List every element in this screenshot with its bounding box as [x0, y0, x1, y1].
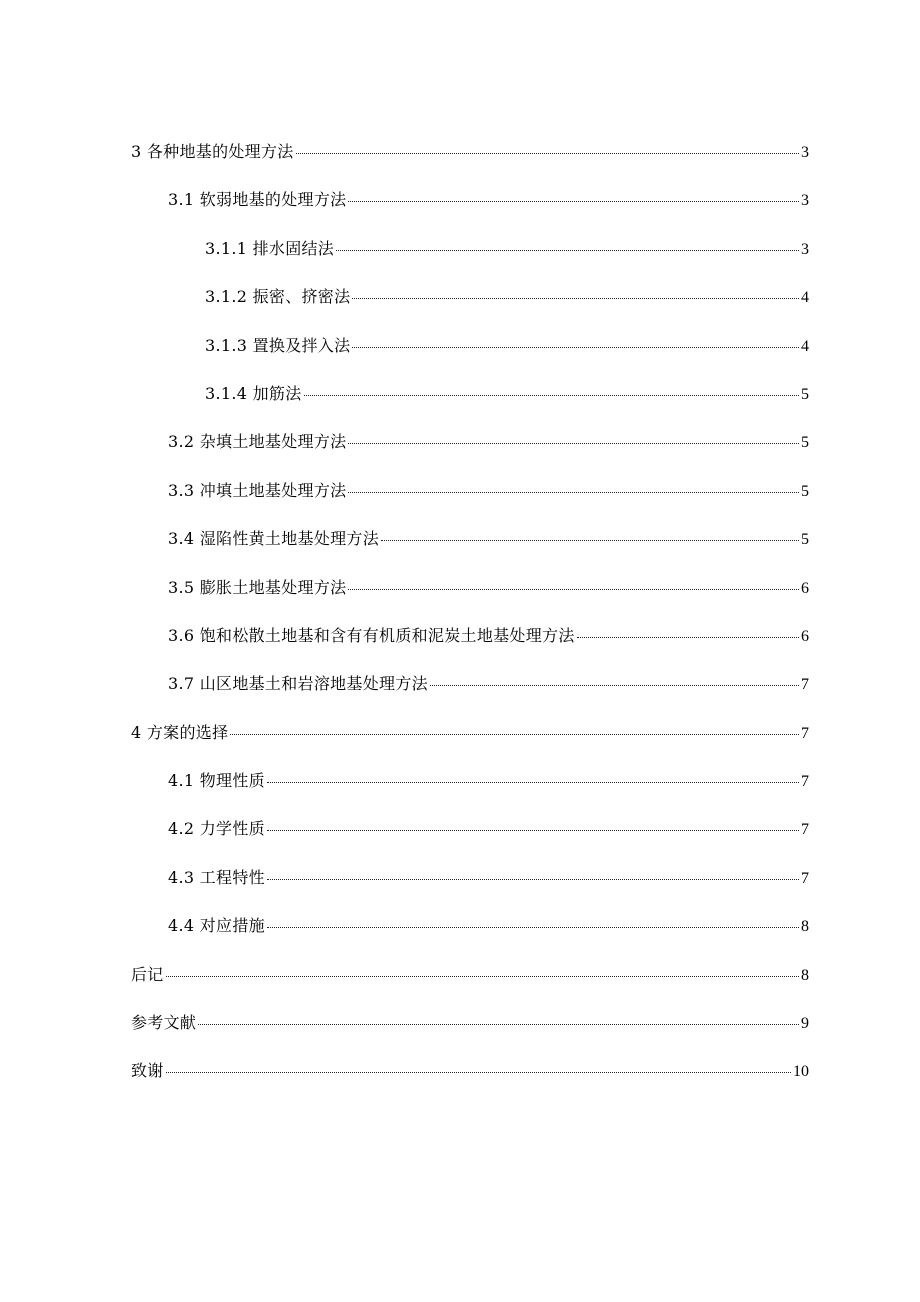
toc-entry[interactable] — [131, 333, 809, 381]
toc-entry-title: 3 各种地基的处理方法 — [131, 142, 294, 161]
toc-entry-title: 3.1.2 振密、挤密法 — [205, 287, 351, 307]
toc-entry-title: 3.4 湿陷性黄土地基处理方法 — [168, 529, 380, 549]
toc-entry[interactable] — [131, 1058, 809, 1106]
toc-entry[interactable] — [131, 768, 809, 816]
toc-entry-page: 8 — [801, 966, 809, 984]
toc-entry-page: 4 — [801, 337, 809, 355]
toc-entry-title: 3.6 饱和松散土地基和含有有机质和泥炭土地基处理方法 — [168, 625, 575, 645]
toc-dot-leader — [198, 1024, 799, 1025]
toc-entry[interactable] — [131, 381, 809, 429]
toc-entry-title: 3.7 山区地基土和岩溶地基处理方法 — [168, 674, 428, 694]
toc-entry-title: 3.3 冲填土地基处理方法 — [168, 480, 347, 500]
toc-dot-leader — [348, 492, 799, 493]
toc-entry[interactable] — [131, 913, 809, 961]
toc-entry[interactable] — [131, 575, 809, 623]
toc-entry-title: 4 方案的选择 — [131, 722, 229, 742]
toc-entry[interactable] — [131, 236, 809, 284]
toc-entry-page: 7 — [801, 869, 809, 887]
toc-entry-page: 3 — [801, 192, 809, 210]
toc-entry[interactable] — [131, 865, 809, 913]
toc-dot-leader — [267, 782, 799, 783]
toc-entry-page: 5 — [801, 434, 809, 452]
toc-dot-leader — [166, 976, 799, 977]
toc-entry-title: 3.1.4 加筋法 — [205, 383, 302, 403]
toc-entry-page: 6 — [801, 627, 809, 645]
toc-dot-leader — [267, 879, 799, 880]
toc-entry[interactable] — [131, 962, 809, 1010]
toc-entry-page: 9 — [801, 1015, 809, 1033]
toc-dot-leader — [267, 830, 799, 831]
toc-dot-leader — [304, 395, 800, 396]
toc-dot-leader — [352, 298, 799, 299]
toc-dot-leader — [296, 153, 799, 154]
toc-dot-leader — [577, 637, 799, 638]
toc-dot-leader — [267, 927, 799, 928]
toc-entry-title: 4.4 对应措施 — [168, 916, 265, 936]
toc-entry-page: 6 — [801, 579, 809, 597]
toc-entry[interactable] — [131, 284, 809, 332]
toc-dot-leader — [348, 443, 799, 444]
toc-entry-title: 4.2 力学性质 — [168, 819, 265, 839]
table-of-contents — [131, 139, 809, 1107]
toc-entry-page: 5 — [801, 531, 809, 549]
toc-entry-page: 7 — [801, 676, 809, 694]
toc-entry-title: 4.1 物理性质 — [168, 771, 265, 791]
toc-entry-page: 7 — [801, 773, 809, 791]
toc-dot-leader — [381, 540, 799, 541]
toc-entry[interactable] — [131, 139, 809, 187]
toc-entry[interactable] — [131, 429, 809, 477]
toc-dot-leader — [352, 347, 799, 348]
toc-dot-leader — [348, 201, 799, 202]
toc-entry[interactable] — [131, 478, 809, 526]
toc-entry-page: 3 — [801, 144, 809, 161]
toc-dot-leader — [166, 1072, 791, 1073]
toc-entry-page: 7 — [801, 821, 809, 839]
toc-dot-leader — [348, 589, 799, 590]
toc-dot-leader — [430, 685, 799, 686]
toc-entry-page: 10 — [793, 1063, 809, 1081]
toc-dot-leader — [230, 734, 799, 735]
toc-entry-page: 5 — [801, 482, 809, 500]
toc-entry-page: 3 — [801, 240, 809, 258]
toc-dot-leader — [336, 250, 799, 251]
toc-entry[interactable] — [131, 1010, 809, 1058]
toc-entry-page: 8 — [801, 918, 809, 936]
toc-entry[interactable] — [131, 623, 809, 671]
toc-entry[interactable] — [131, 187, 809, 235]
toc-entry-page: 7 — [801, 724, 809, 742]
toc-entry-title: 参考文献 — [131, 1013, 197, 1033]
toc-entry-title: 3.2 杂填土地基处理方法 — [168, 432, 347, 452]
toc-entry-page: 5 — [801, 385, 809, 403]
toc-entry-title: 致谢 — [131, 1061, 164, 1081]
toc-entry[interactable] — [131, 816, 809, 864]
toc-entry[interactable] — [131, 671, 809, 719]
toc-entry-page: 4 — [801, 289, 809, 307]
toc-entry-title: 3.1.3 置换及拌入法 — [205, 335, 351, 355]
toc-entry-title: 3.5 膨胀土地基处理方法 — [168, 577, 347, 597]
toc-entry[interactable] — [131, 720, 809, 768]
toc-entry-title: 3.1 软弱地基的处理方法 — [168, 190, 347, 210]
toc-entry-title: 3.1.1 排水固结法 — [205, 238, 335, 258]
toc-entry-title: 4.3 工程特性 — [168, 867, 265, 887]
toc-entry[interactable] — [131, 526, 809, 574]
toc-entry-title: 后记 — [131, 964, 164, 984]
